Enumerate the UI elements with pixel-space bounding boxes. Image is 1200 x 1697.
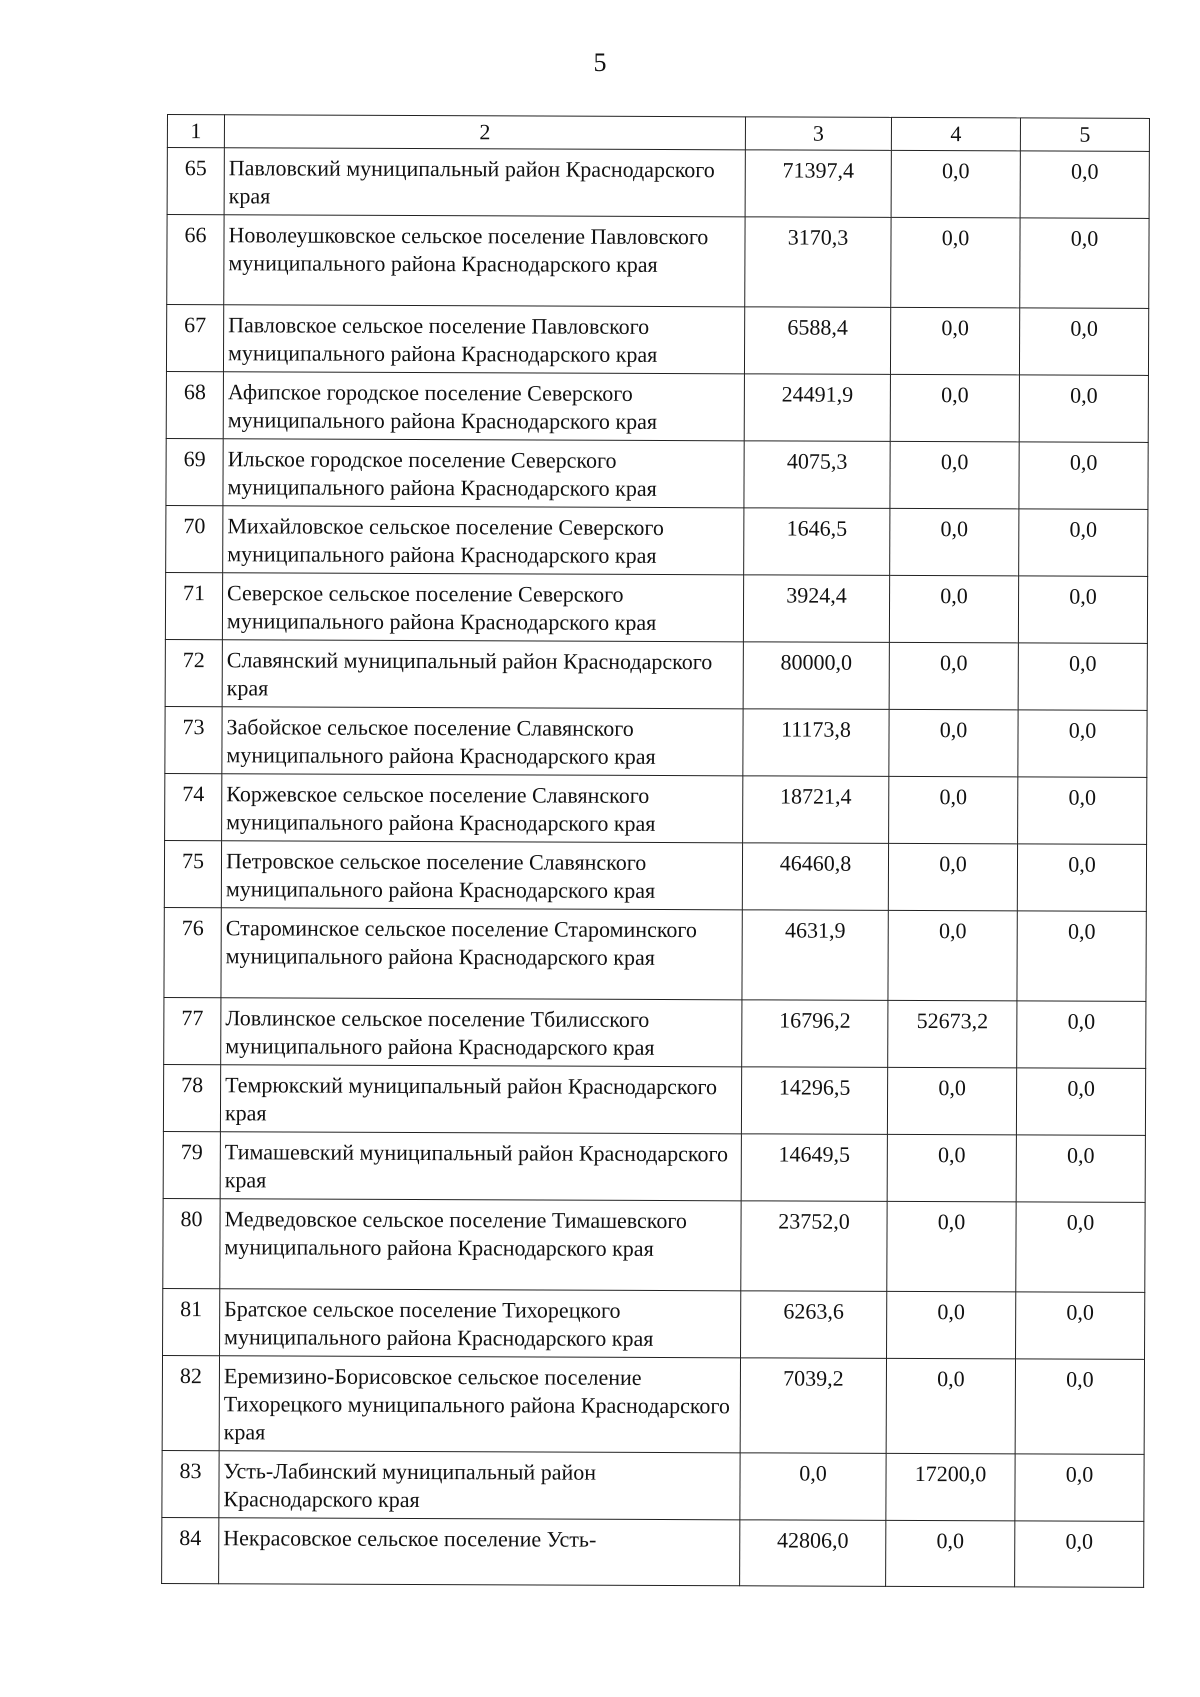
municipality-name: Усть-Лабинский муниципальный район Краснодарского края	[219, 1451, 740, 1520]
municipality-name: Медведовское сельское поселение Тимашевского муниципального района Краснодарского края	[220, 1199, 741, 1291]
table-row	[164, 840, 1146, 911]
table-row	[163, 1131, 1145, 1202]
table-row	[165, 639, 1147, 710]
value-col-3: 71397,4	[745, 150, 891, 218]
value-col-5: 0,0	[1019, 308, 1148, 376]
municipality-name: Михайловское сельское поселение Северского муниципального района Краснодарского края	[223, 506, 744, 575]
value-col-3: 6263,6	[741, 1291, 887, 1359]
row-number: 76	[164, 907, 221, 997]
table-row	[163, 1288, 1145, 1359]
municipality-name: Еремизино-Борисовское сельское поселение Тихорецкого муниципального района Краснодарского края	[219, 1356, 740, 1453]
row-number: 77	[164, 997, 221, 1064]
value-col-3: 24491,9	[744, 374, 890, 442]
table-row	[164, 997, 1146, 1068]
row-number: 79	[163, 1131, 220, 1198]
value-col-3: 80000,0	[743, 642, 889, 710]
value-col-3: 11173,8	[743, 709, 889, 777]
value-col-4: 0,0	[887, 1291, 1016, 1359]
municipality-name: Северское сельское поселение Северского муниципального района Краснодарского края	[222, 573, 743, 642]
value-col-3: 42806,0	[740, 1520, 886, 1587]
value-col-5: 0,0	[1018, 643, 1147, 711]
municipality-name: Ловлинское сельское поселение Тбилисского муниципального района Краснодарского края	[221, 998, 742, 1067]
value-col-3: 18721,4	[743, 776, 889, 844]
value-col-5: 0,0	[1015, 1521, 1144, 1588]
value-col-4: 0,0	[889, 575, 1018, 643]
column-header: 1	[167, 115, 224, 148]
value-col-5: 0,0	[1018, 777, 1147, 845]
value-col-4: 0,0	[888, 843, 1017, 911]
table-row	[167, 148, 1149, 219]
value-col-5: 0,0	[1018, 710, 1147, 778]
value-col-4: 0,0	[890, 441, 1019, 509]
row-number: 75	[164, 840, 221, 907]
row-number: 74	[165, 773, 222, 840]
table-row	[167, 215, 1149, 309]
municipality-name: Братское сельское поселение Тихорецкого муниципального района Краснодарского края	[220, 1289, 741, 1358]
municipality-name: Новолеушковское сельское поселение Павловского муниципального района Краснодарского края	[224, 215, 745, 307]
municipality-name: Некрасовское сельское поселение Усть-	[219, 1518, 740, 1586]
table-header-row	[167, 115, 1149, 152]
value-col-5: 0,0	[1017, 911, 1146, 1002]
table-row	[162, 1355, 1144, 1454]
table-row	[166, 505, 1148, 576]
column-header: 4	[891, 117, 1020, 151]
page-number: 5	[593, 48, 607, 77]
value-col-4: 0,0	[887, 1134, 1016, 1202]
row-number: 83	[162, 1450, 219, 1517]
column-header: 3	[745, 117, 891, 151]
row-number: 84	[162, 1517, 219, 1583]
row-number: 70	[166, 505, 223, 572]
value-col-5: 0,0	[1019, 375, 1148, 443]
value-col-4: 0,0	[889, 776, 1018, 844]
value-col-4: 0,0	[891, 150, 1020, 218]
municipality-name: Тимашевский муниципальный район Краснодарского края	[220, 1132, 741, 1201]
value-col-5: 0,0	[1016, 1068, 1145, 1136]
row-number: 82	[162, 1355, 219, 1450]
value-col-4: 17200,0	[886, 1453, 1015, 1521]
row-number: 67	[166, 305, 223, 372]
value-col-3: 16796,2	[742, 1000, 888, 1068]
row-number: 65	[167, 148, 224, 215]
value-col-5: 0,0	[1018, 576, 1147, 644]
municipality-name: Забойское сельское поселение Славянского муниципального района Краснодарского края	[222, 707, 743, 776]
municipality-name: Павловское сельское поселение Павловского муниципального района Краснодарского края	[223, 305, 744, 374]
row-number: 81	[163, 1288, 220, 1355]
value-col-3: 46460,8	[742, 843, 888, 911]
table-row	[162, 1450, 1144, 1521]
value-col-5: 0,0	[1016, 1135, 1145, 1203]
row-number: 66	[167, 215, 224, 305]
value-col-3: 4631,9	[742, 910, 888, 1001]
municipality-name: Ильское городское поселение Северского муниципального района Краснодарского края	[223, 439, 744, 508]
municipality-name: Павловский муниципальный район Краснодарского края	[224, 148, 745, 217]
municipality-name: Староминское сельское поселение Староминского муниципального района Краснодарского края	[221, 908, 742, 1000]
column-header: 5	[1020, 118, 1149, 152]
value-col-4: 0,0	[886, 1520, 1015, 1587]
value-col-3: 4075,3	[744, 441, 890, 509]
value-col-5: 0,0	[1019, 442, 1148, 510]
table-row	[163, 1064, 1145, 1135]
value-col-3: 3170,3	[745, 217, 891, 308]
row-number: 69	[166, 438, 223, 505]
value-col-5: 0,0	[1015, 1454, 1144, 1522]
value-col-4: 0,0	[888, 910, 1017, 1001]
table-row	[165, 706, 1147, 777]
value-col-4: 0,0	[890, 374, 1019, 442]
row-number: 68	[166, 371, 223, 438]
municipality-name: Афипское городское поселение Северского муниципального района Краснодарского края	[223, 372, 744, 441]
table-row	[163, 1198, 1145, 1292]
table-row	[166, 371, 1148, 442]
value-col-5: 0,0	[1017, 844, 1146, 912]
value-col-3: 14296,5	[741, 1067, 887, 1135]
value-col-5: 0,0	[1020, 218, 1149, 309]
value-col-4: 0,0	[887, 1067, 1016, 1135]
table-row	[165, 773, 1147, 844]
municipality-name: Темрюкский муниципальный район Краснодарского края	[220, 1065, 741, 1134]
value-col-4: 0,0	[887, 1201, 1016, 1292]
value-col-4: 0,0	[886, 1358, 1015, 1454]
table-row	[166, 305, 1148, 376]
value-col-4: 52673,2	[888, 1000, 1017, 1068]
table-row	[162, 1517, 1144, 1587]
value-col-4: 0,0	[890, 508, 1019, 576]
value-col-3: 3924,4	[743, 575, 889, 643]
row-number: 73	[165, 706, 222, 773]
row-number: 80	[163, 1198, 220, 1288]
municipality-name: Петровское сельское поселение Славянского муниципального района Краснодарского края	[221, 841, 742, 910]
value-col-3: 14649,5	[741, 1134, 887, 1202]
value-col-4: 0,0	[891, 217, 1020, 308]
value-col-5: 0,0	[1019, 509, 1148, 577]
value-col-5: 0,0	[1016, 1292, 1145, 1360]
row-number: 78	[163, 1064, 220, 1131]
row-number: 71	[165, 572, 222, 639]
row-number: 72	[165, 639, 222, 706]
column-header: 2	[224, 115, 745, 150]
value-col-4: 0,0	[889, 709, 1018, 777]
municipality-name: Славянский муниципальный район Краснодарского края	[222, 640, 743, 709]
value-col-5: 0,0	[1017, 1001, 1146, 1069]
value-col-5: 0,0	[1020, 151, 1149, 219]
value-col-5: 0,0	[1016, 1202, 1145, 1293]
value-col-3: 7039,2	[740, 1358, 886, 1454]
value-col-4: 0,0	[890, 307, 1019, 375]
value-col-5: 0,0	[1015, 1359, 1144, 1455]
value-col-3: 1646,5	[744, 508, 890, 576]
data-table	[161, 114, 1150, 1588]
value-col-3: 23752,0	[741, 1201, 887, 1292]
value-col-4: 0,0	[889, 642, 1018, 710]
table-row	[165, 572, 1147, 643]
municipality-name: Коржевское сельское поселение Славянского муниципального района Краснодарского края	[222, 774, 743, 843]
value-col-3: 6588,4	[744, 307, 890, 375]
value-col-3: 0,0	[740, 1453, 886, 1521]
table-row	[164, 907, 1146, 1001]
table-row	[166, 438, 1148, 509]
